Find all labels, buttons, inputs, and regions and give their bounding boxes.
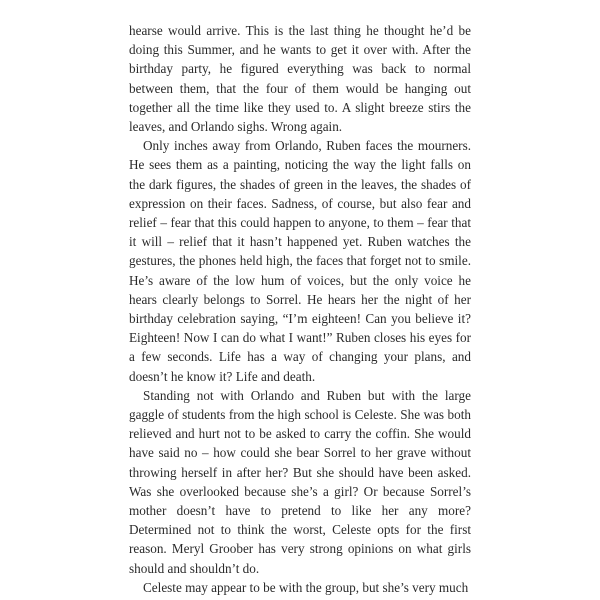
body-text xyxy=(129,21,471,597)
paragraph-1: hearse would arrive. This is the last thing he thought he’d be doing this Summer, and he wants to get it over with. After the birthday party, he figured everything was back to normal between them, that the four of them would be hanging out together all the time like they used to. A slight breeze stirs the leaves, and Orlando sighs. Wrong again. xyxy=(129,23,471,135)
paragraph-3: Standing not with Orlando and Ruben but with the large gaggle of students from the high school is Celeste. She was both relieved and hurt not to be asked to carry the coffin. She would have said no – how could she bear Sorrel to her grave without throwing herself in after her? But she should have been asked. Was she overlooked because she’s a girl? Or because Sorrel’s mother doesn’t have to pretend to like her any more? Determined not to think the worst, Celeste opts for the first reason. Meryl Groober has very strong opinions on what girls should and shouldn’t do. xyxy=(129,387,471,576)
paragraph-4: Celeste may appear to be with the group, but she’s very much xyxy=(143,579,469,595)
paragraph-2: Only inches away from Orlando, Ruben faces the mourners. He sees them as a painting, noticing the way the light falls on the dark figures, the shades of green in the leaves, the shades of expression on their faces. Sadness, of course, but also fear and relief – fear that this could happen to anyone, to them – fear that it will – relief that it hasn’t happened yet. Ruben watches the gestures, the phones held high, the faces that forget not to smile. He’s aware of the low hum of voices, but the only voice he hears clearly belongs to Sorrel. He hears her the night of her birthday celebration saying, “I’m eighteen! Can you believe it? Eighteen! Now I can do what I want!” Ruben closes his eyes for a few seconds. Life has a way of changing your plans, and doesn’t he know it? Life and death. xyxy=(129,138,471,384)
